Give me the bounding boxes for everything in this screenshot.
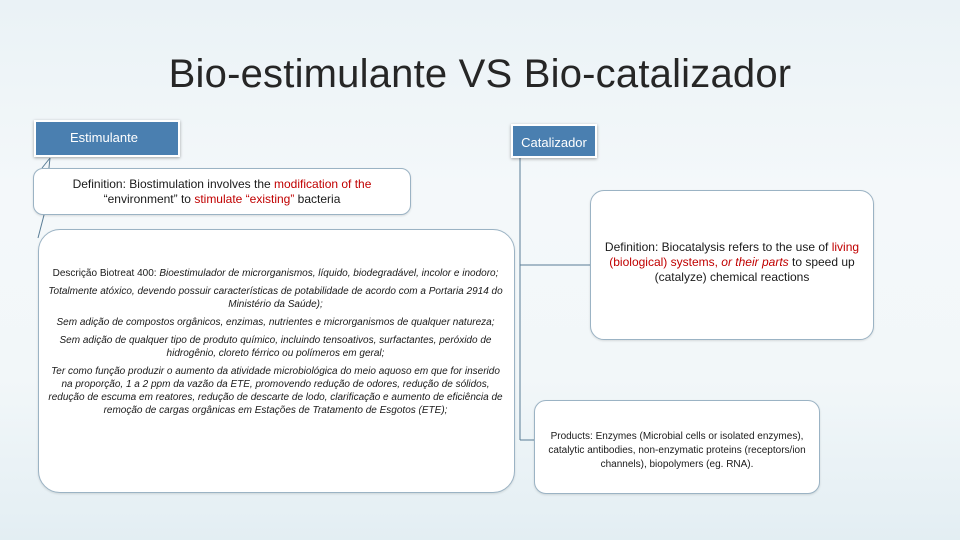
- biocatalysis-definition: [590, 190, 874, 340]
- desc-p5: Ter como função produzir o aumento da atividade microbiológica do meio aquoso em que for inserido na proporção, 1 a 2 ppm da vazão da ETE, promovendo redução de odores, redução de sólidos, redução de escuma em reatores, redução de descarte de lodo, clarificação e aumento de eficiência de remoção de cargas orgânicas em Estações de Tratamento de Esgotos (ETE);: [48, 366, 503, 416]
- desc-p4: Sem adição de qualquer tipo de produto químico, incluindo tensoativos, surfactantes, peróxido de hidrogênio, cloreto férrico ou polímeros em geral;: [59, 335, 492, 359]
- desc-p1-text: Bioestimulador de microrganismos, líquido, biodegradável, incolor e inodoro;: [159, 268, 499, 279]
- desc-p1-prefix: Descrição Biotreat 400:: [52, 268, 160, 279]
- def1-highlight-stimulate: stimulate “existing”: [194, 192, 295, 206]
- desc-p3: Sem adição de compostos orgânicos, enzimas, nutrientes e microrganismos de qualquer natureza;: [56, 317, 495, 328]
- catalizador-header: Catalizador: [511, 124, 597, 158]
- def2-highlight-parts: or their parts: [721, 255, 789, 269]
- biotreat-description: [38, 229, 515, 493]
- desc-p2: Totalmente atóxico, devendo possuir características de potabilidade de acordo com a Portaria 2914 do Ministério da Saúde);: [48, 286, 503, 310]
- def1-suffix: bacteria: [294, 192, 341, 206]
- estimulante-header: Estimulante: [34, 120, 180, 157]
- def1-prefix: Definition: Biostimulation involves the: [72, 177, 275, 191]
- def1-highlight-modification: modification of the: [274, 177, 372, 191]
- biostimulation-definition: [33, 168, 411, 215]
- def2-prefix: Definition: Biocatalysis refers to the use of: [604, 240, 832, 254]
- slide-title: Bio-estimulante VS Bio-catalizador: [168, 52, 792, 96]
- def1-mid: “environment” to: [103, 192, 195, 206]
- def2-highlight-living: living (biological) systems,: [609, 240, 860, 269]
- products-box: Products: Enzymes (Microbial cells or isolated enzymes), catalytic antibodies, non-enzymatic proteins (receptors/ion channels), biopolymers (eg. RNA).: [534, 400, 820, 494]
- def2-suffix: to speed up (catalyze) chemical reactions: [654, 255, 855, 284]
